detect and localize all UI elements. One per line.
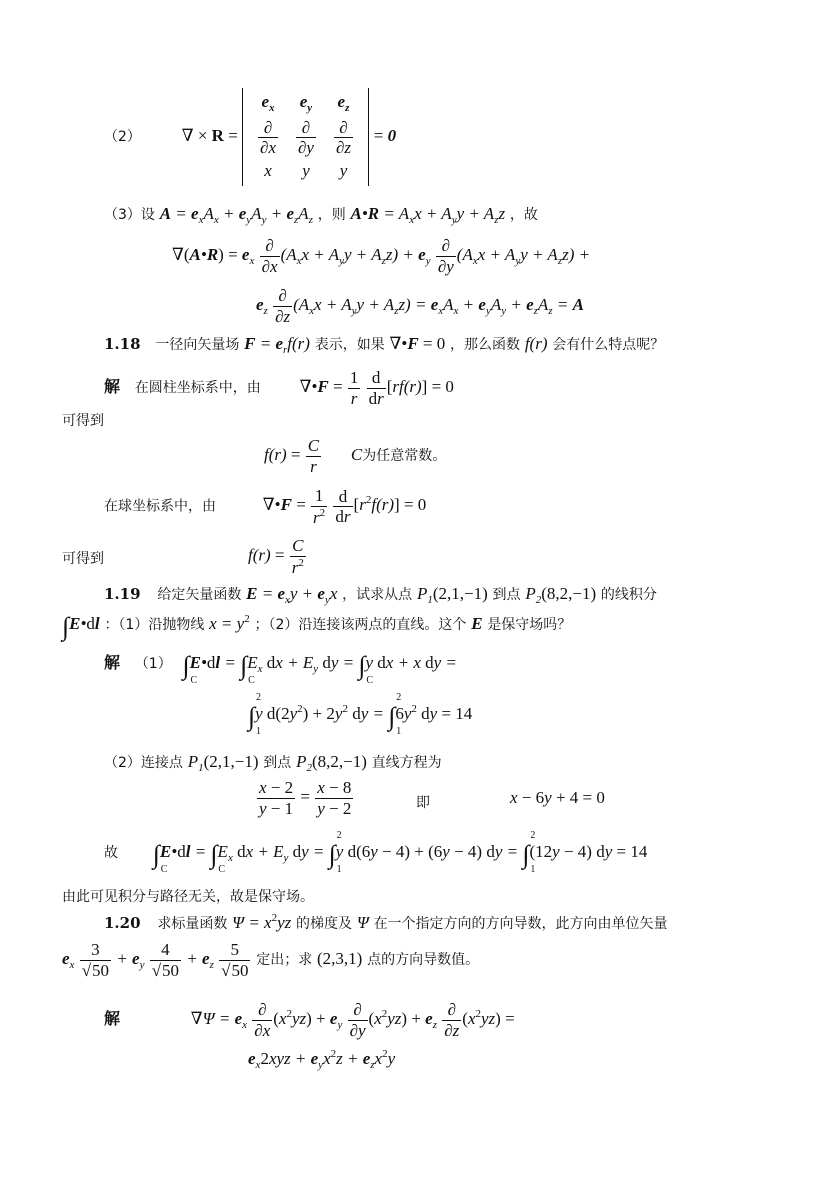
ji-label: 即: [416, 795, 430, 811]
gradient-line2: $e_x2xyz + e_yx^2z + e_zx^2y$: [248, 1048, 396, 1071]
obtain-2: 可得到: [62, 551, 104, 567]
obtain-1: 可得到: [62, 413, 104, 429]
grad-dot-line1: ∇(A•R) = $e_x$ $\frac{\partial}{\partial x}$ $(A_xx + A_yy + A_zz) + e_y$ $\frac{\partial}{\partial y}$ $(A_xx + A_yy + A_zz)$ +: [172, 236, 591, 276]
f-eq-c-over-r2: f(r) = $\frac{C}{r^2}$: [248, 536, 304, 577]
determinant: $e_x$ $e_y$ $e_z$ $\frac{\partial}{\partial x}$ $\frac{\partial}{\partial y}$ $\frac{\partial}{\partial z}$ x y y: [242, 88, 369, 186]
curl-equation: （2） ∇ × R = $e_x$ $e_y$ $e_z$ $\frac{\partial}{\partial x}$ $\frac{\partial}{\partial y}$ $\frac{\partial}{\partial z}$ x y y = 0: [104, 88, 396, 186]
line-through-points: （2）连接点 $P_1(2,1,-1)$ 到点 $P_2(8,2,-1)$ 直线方程为: [104, 752, 442, 774]
solution-1-19-part1-line2: ∫ 2 1 y $d(2y^2) + 2y^2$ dy = ∫ 2 1 $6y^2$ dy = 14: [248, 692, 473, 737]
solution-1-19-part2: 故 ∫ C E•dl = ∫ C $E_x$ dx + $E_y$ dy = ∫ 2 1 y d(6y − 4) + (6y − 4) dy = ∫ 2 1 (12y − 4) dy = 14: [104, 830, 648, 875]
problem-1-19-line2: ∫E•dl ：（1）沿抛物线 $x = y^2$ ；（2）沿连接该两点的直线。这个 E 是保守场吗？: [62, 612, 572, 641]
solution-1-19-part1-line1: 解 （1） ∫ C E•dl = ∫ C $E_x$ dx + $E_y$ dy = ∫ C y dx + x dy =: [104, 651, 457, 686]
problem-1-20-line1: 1.20 求标量函数 $\Psi = x^2yz$ 的梯度及 Ψ 在一个指定方向的方向导数，此方向由单位矢量: [104, 912, 668, 932]
problem-1-20-line2: $e_x$ $\frac{3}{√50}$ + $e_y$ $\frac{4}{√50}$ + $e_z$ $\frac{5}{√50}$ 定出；求 (2,3,1) 点的方向导数值。: [62, 940, 480, 980]
cylindrical-line: 解 在圆柱坐标系中，由 ∇•F = $\frac{1}{r}$ $\frac{d}{dr}$ [rf(r)] = 0: [104, 368, 454, 408]
problem-1-18: 1.18 一径向矢量场 $F = e_rf(r)$ 表示，如果 ∇•F = 0 ，那么函数 f(r) 会有什么特点呢？: [104, 334, 665, 356]
conclusion: 由此可见积分与路径无关，故是保守场。: [62, 889, 314, 905]
gradient-line1: 解 $\nabla\Psi = e_x$ $\frac{\partial}{\partial x}$ $(x^2yz) + e_y$ $\frac{\partial}{\partial y}$ $(x^2yz) + e_z$ $\frac{\partial}{\partial z}$ $(x^2yz)$ =: [104, 1000, 515, 1040]
line-equation-simplified: x − 6y + 4 = 0: [510, 788, 605, 807]
part3-intro-line: （3）设 $A = e_xA_x + e_yA_y + e_zA_z$ ，则 A•R = $A_xx + A_yy + A_zz$ ，故: [104, 204, 538, 226]
problem-1-19-line1: 1.19 给定矢量函数 $E = e_xy + e_yx$ ，试求从点 $P_1(2,1,-1)$ 到点 $P_2(8,2,-1)$ 的线积分: [104, 584, 657, 606]
f-eq-c-over-r: f(r) = $\frac{C}{r}$ C为任意常数。: [264, 436, 447, 476]
spherical-line: 在球坐标系中，由 ∇•F = $\frac{1}{r^2}$ $\frac{d}{dr}$ $[r^2f(r)] = 0$: [104, 486, 427, 527]
part-2-label: （2）: [104, 128, 141, 145]
grad-dot-line2: $e_z$ $\frac{\partial}{\partial z}$ $(A_xx + A_yy + A_zz) = e_xA_x + e_yA_y + e_zA_z = A$: [256, 286, 584, 326]
line-equation: $\frac{x - 2}{y - 1}$ = $\frac{x - 8}{y - 2}$: [259, 778, 352, 818]
